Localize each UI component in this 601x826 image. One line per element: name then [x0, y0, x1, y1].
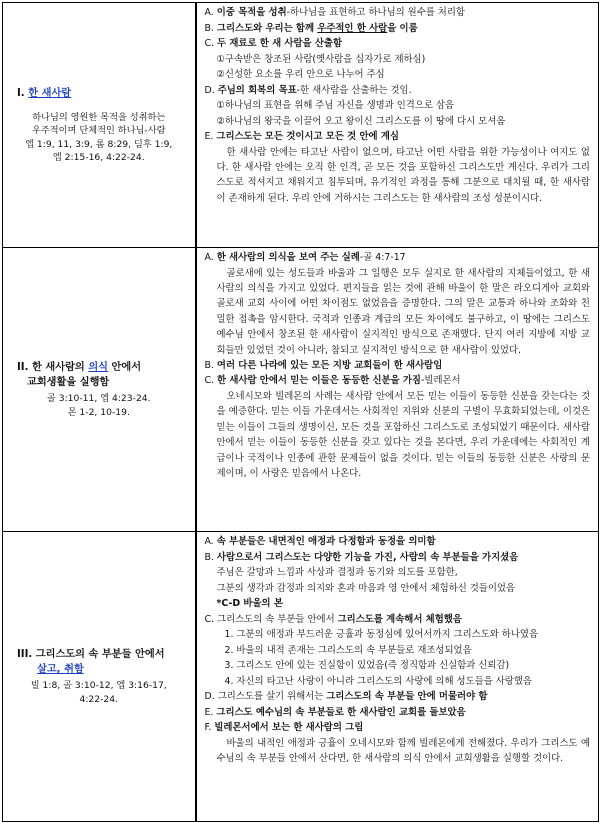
section-2-refs [9, 392, 189, 419]
section-1-subtitle [9, 111, 189, 138]
paragraph: 오네시모와 빌레몬의 사례는 새사람 안에서 모든 믿는 이들이 동등한 신분을 갖는다는 것을 예증한다. 믿는 이들 가운데서는 사회적인 지위와 신분의 구별이 무효화되었는데, 이것은 믿는 이들이 그들의 생명이신, 모든 것을 포함하신 그리스도로 조성되었기 때문이다. 새사람 안에서 믿는 이들이 동등한 신분을 갖고 있다는 것을 본다면, 우리 가운데에는 사회적인 계급이나 국적이나 인종에 관한 문제들이 없을 것이다. 믿는 이들의 동등한 신분은 사랑의 문제이며, 이 사랑은 믿음에서 나온다. [216, 390, 590, 479]
section-1-subtitle-line: 하나님의 영원한 목적을 성취하는 [32, 111, 166, 123]
numbered-item: 3. 그리스도 안에 있는 진실함이 있었음(즉 정직함과 신실함과 신뢰감) [224, 660, 510, 671]
section-2-title-link[interactable]: 의식 [88, 362, 108, 373]
section-2-body-cell [196, 248, 599, 532]
section-row-1 [3, 3, 599, 248]
section-row-2 [3, 248, 599, 532]
section-1-heading-cell [3, 3, 196, 248]
section-1-ref-line: 엡 1:9, 11, 3:9, 롬 8:29, 딤후 1:9, [25, 138, 173, 150]
sub-item: ①구속받은 창조된 사람(옛사람을 십자가로 제하심) [216, 53, 426, 65]
point-label: A. [204, 252, 214, 263]
section-1-subtitle-line: 우주적이며 단체적인 하나님-사람 [32, 125, 166, 136]
point-heading-underlined: 우주적인 한 사람 [317, 22, 388, 34]
numbered-item: 1. 그분의 애정과 부드러운 긍휼과 동정심에 있어서까지 그리스도와 하나였음 [224, 629, 539, 640]
note: *C-D 바울의 본 [216, 598, 283, 609]
point-3c [205, 612, 591, 628]
section-2-ref-line: 몬 1-2, 10-19. [67, 406, 130, 418]
section-3-ref-line: 4:22-24. [79, 693, 119, 705]
point-heading: 두 재료로 한 새 사람을 산출함 [217, 38, 343, 49]
point-2c [205, 373, 591, 389]
point-3e [205, 705, 591, 721]
point-heading: 을 이룸 [387, 22, 418, 34]
point-heading: 속 부분들은 내면적인 애정과 다정함과 동정을 의미함 [216, 536, 436, 547]
section-1-title [17, 86, 189, 101]
point-heading: 이중 목적을 성취 [216, 7, 287, 18]
section-row-3 [3, 532, 599, 822]
section-2-numeral: II. [17, 362, 29, 373]
section-3-refs [9, 679, 189, 706]
sub-item: ②하나님의 왕국을 이끌어 오고 왕이신 그리스도를 이 땅에 다시 모셔옴 [216, 115, 506, 127]
point-label: D. [204, 84, 215, 96]
sub-line: 그분의 생각과 감정과 의지와 혼과 마음과 영 안에서 체험하신 것들이었음 [216, 582, 516, 594]
point-heading: 주님의 회복의 목표 [217, 84, 297, 96]
point-text: -하나님을 표현하고 하나님의 원수를 처리함 [286, 7, 465, 18]
point-text: 그리스도의 속 부분들 안에서 [217, 613, 338, 625]
paragraph: 한 새사람 안에는 타고난 사람이 없으며, 타고난 어떤 사람을 위한 가능성이나 여지도 없다. 한 새사람 안에는 오직 한 인격, 곧 모든 것을 포함하신 그리스도만 계신다. 우리가 그리스도로 적셔지고 채워지고 침투되며, 유기적인 과정을 통해 그분으로 대치될 때, 한 새사람이 존재하게 된다. 우리 안에 거하시는 그리스도는 한 새사람의 조성 성분이시다. [216, 146, 590, 204]
point-text: 그리스도를 살기 위해서는 [217, 691, 327, 702]
section-3-title-text: 그리스도의 속 부분들 안에서 [35, 649, 165, 660]
point-text: -빌레몬서 [421, 375, 461, 387]
section-1-title-link[interactable]: 한 새사람 [28, 87, 72, 99]
point-text: -골 4:7-17 [359, 252, 406, 263]
section-1-numeral: I. [17, 87, 25, 99]
point-1c [205, 36, 591, 52]
section-3-numeral: III. [17, 649, 33, 660]
point-label: C. [204, 375, 215, 387]
point-2a [205, 250, 591, 266]
point-1d [205, 83, 591, 99]
section-3-title-link[interactable]: 살고, 취함 [37, 664, 84, 675]
point-text: -한 새사람을 산출하는 것임. [296, 84, 412, 96]
section-2-title-text: 안에서 [108, 362, 142, 373]
point-label: D. [204, 691, 215, 702]
sub-line: 주님은 갈망과 느낌과 사상과 결정과 동기와 의도를 포함한, [216, 567, 458, 578]
section-2-title [17, 360, 189, 375]
point-label: B. [204, 551, 214, 563]
point-1b [205, 21, 591, 37]
paragraph: 바울의 내적인 애정과 긍휼이 오네시모와 함께 빌레몬에게 전해졌다. 우리가 그리스도 예수님의 속 부분들 안에서 산다면, 한 새사람의 의식 안에서 교회생활을 실행할 것이다. [216, 737, 590, 764]
point-heading: 한 새사람의 의식을 보여 주는 실례 [216, 252, 360, 263]
point-heading: 그리스도는 모든 것이시고 모든 것 안에 계심 [216, 131, 399, 142]
point-heading: 그리스도의 속 부분들 안에 머물러야 함 [326, 691, 488, 702]
point-heading: 그리스도 예수님의 속 부분들로 한 새사람인 교회를 돌보았음 [216, 706, 466, 718]
section-2-title-line2: 교회생활을 실행함 [27, 377, 110, 388]
point-label: E. [204, 706, 214, 718]
point-3d [205, 689, 591, 705]
section-2-title-text: 한 새사람의 [32, 362, 89, 373]
point-label: E. [204, 131, 214, 142]
point-1e [205, 129, 591, 145]
section-2-heading-cell [3, 248, 196, 532]
sub-item: ②신성한 요소를 우리 안으로 나누어 주심 [216, 69, 385, 80]
outline-table [2, 2, 599, 822]
point-label: A. [204, 7, 214, 18]
point-3a [205, 534, 591, 550]
section-3-title-line2 [37, 662, 189, 677]
numbered-item: 2. 바울의 내적 존재는 그리스도의 속 부분들로 재조성되었음 [224, 644, 472, 656]
section-1-refs [9, 138, 189, 165]
section-1-ref-line: 엡 2:15-16, 4:22-24. [52, 152, 145, 163]
section-1-body-cell [196, 3, 599, 248]
point-3b [205, 550, 591, 566]
section-2-ref-line: 골 3:10-11, 엡 4:23-24. [46, 393, 151, 404]
point-1a [205, 5, 591, 21]
section-3-body-cell [196, 532, 599, 822]
point-3f [205, 720, 591, 736]
point-heading: 한 새사람 안에서 믿는 이들은 동등한 신분을 가짐 [217, 375, 421, 387]
point-heading: 그리스도를 계속해서 체험했음 [337, 613, 462, 625]
point-label: C. [204, 613, 215, 625]
paragraph: 골로새에 있는 성도들과 바울과 그 일행은 모두 실지로 한 새사람의 지체들이었고, 한 새사람의 의식을 가지고 있었다. 편지들을 읽는 것에 관해 바울이 한 말은 라오디게아 교회와 골로새 교회 사이에 어떤 차이점도 없었음을 증명한다. 그의 말은 교통과 하나와 조화와 친밀한 접촉을 암시한다. 국적과 인종과 계급의 모든 차이에도 불구하고, 이 땅에는 그리스도 예수님 안에서 창조된 한 새사람이 실지적인 방식으로 존재했다. 단지 여러 지방에 지방 교회들만 있었던 것이 아니라, 참되고 실지적인 방식으로 한 새사람이 있었다. [216, 267, 590, 356]
point-label: B. [204, 22, 214, 34]
sub-item: ①하나님의 표현을 위해 주님 자신을 생명과 인격으로 삼음 [216, 100, 455, 111]
point-heading: 그리스도와 우리는 함께 [216, 22, 318, 34]
point-heading: 여러 다른 나라에 있는 모든 지방 교회들이 한 새사람임 [216, 359, 443, 371]
point-label: F. [204, 722, 212, 733]
section-3-heading-cell [3, 532, 196, 822]
point-heading: 사람으로서 그리스도는 다양한 기능을 가진, 사람의 속 부분들을 가지셨음 [216, 551, 519, 563]
numbered-item: 4. 자신의 타고난 사랑이 아니라 그리스도의 사랑에 의해 성도들을 사랑했음 [224, 675, 532, 687]
point-label: A. [204, 536, 214, 547]
point-label: C. [204, 38, 215, 49]
point-heading: 빌레몬서에서 보는 한 새사람의 그림 [214, 722, 364, 733]
section-3-ref-line: 빌 1:8, 골 3:10-12, 엡 3:16-17, [30, 680, 167, 691]
point-2b [205, 358, 591, 374]
point-label: B. [204, 359, 214, 371]
section-3-title [17, 647, 189, 662]
